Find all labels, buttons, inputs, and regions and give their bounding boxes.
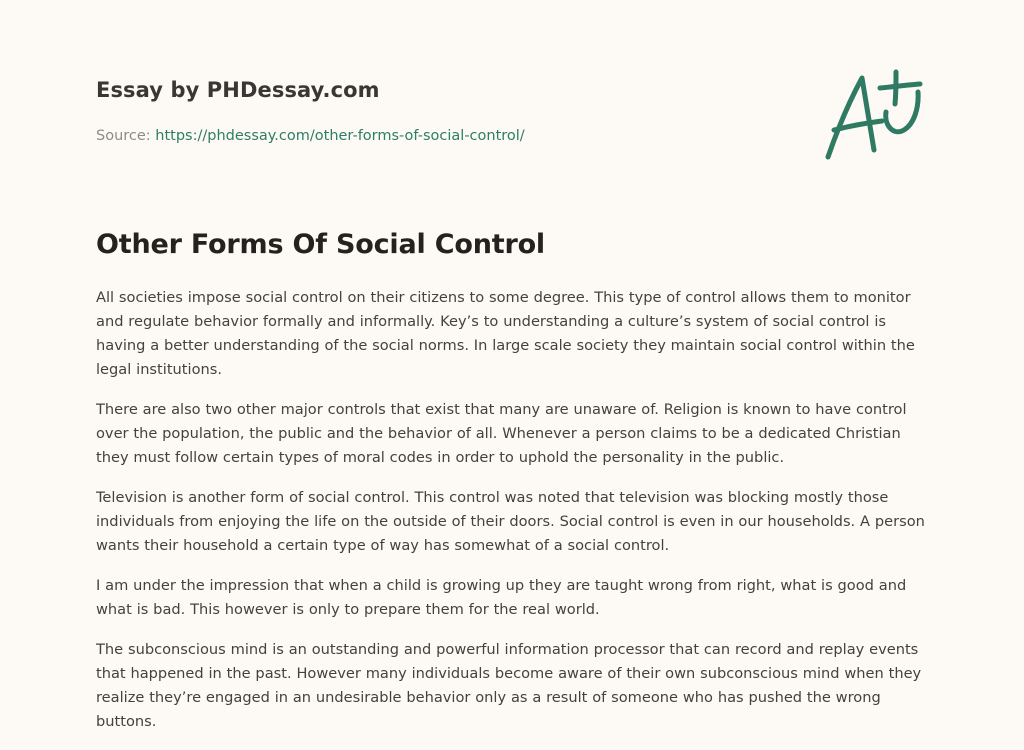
a-plus-logo-icon xyxy=(822,68,928,164)
source-link[interactable]: https://phdessay.com/other-forms-of-social-control/ xyxy=(155,128,525,144)
essay-paragraph-5: The subconscious mind is an outstanding and powerful information processor that can record and replay events that happened in the past. However many individuals become aware of their own subconscious mind when they realize they’re engaged in an undesirable behavior only as a result of someone who has pushed the wrong buttons. xyxy=(96,641,922,730)
source-line xyxy=(96,126,796,146)
source-label: Source: xyxy=(96,128,151,144)
essay-header xyxy=(96,76,796,146)
essay-title: Other Forms Of Social Control xyxy=(96,229,545,260)
essay-paragraph-4: I am under the impression that when a child is growing up they are taught wrong from right, what is good and what is bad. This however is only to prepare them for the real world. xyxy=(96,577,907,618)
a-plus-logo xyxy=(822,68,928,164)
essay-paragraph-2: There are also two other major controls that exist that many are unaware of. Religion is known to have control over the population, the public and the behavior of all. Whenever a person claims to be a dedicated Christian they must follow certain types of moral codes in order to uphold the personality in the public. xyxy=(96,401,907,466)
essay-paragraph-3: Television is another form of social control. This control was noted that television was blocking mostly those individuals from enjoying the life on the outside of their doors. Social control is even in our households. A person wants their household a certain type of way has somewhat of a social control. xyxy=(96,489,925,554)
site-title: Essay by PHDessay.com xyxy=(96,78,380,102)
essay-paragraphs xyxy=(96,286,928,734)
essay-paragraph-1: All societies impose social control on their citizens to some degree. This type of control allows them to monitor and regulate behavior formally and informally. Key’s to understanding a culture’s system of social control is having a better understanding of the social norms. In large scale society they maintain social control within the legal institutions. xyxy=(96,289,915,378)
essay-body xyxy=(96,226,928,750)
